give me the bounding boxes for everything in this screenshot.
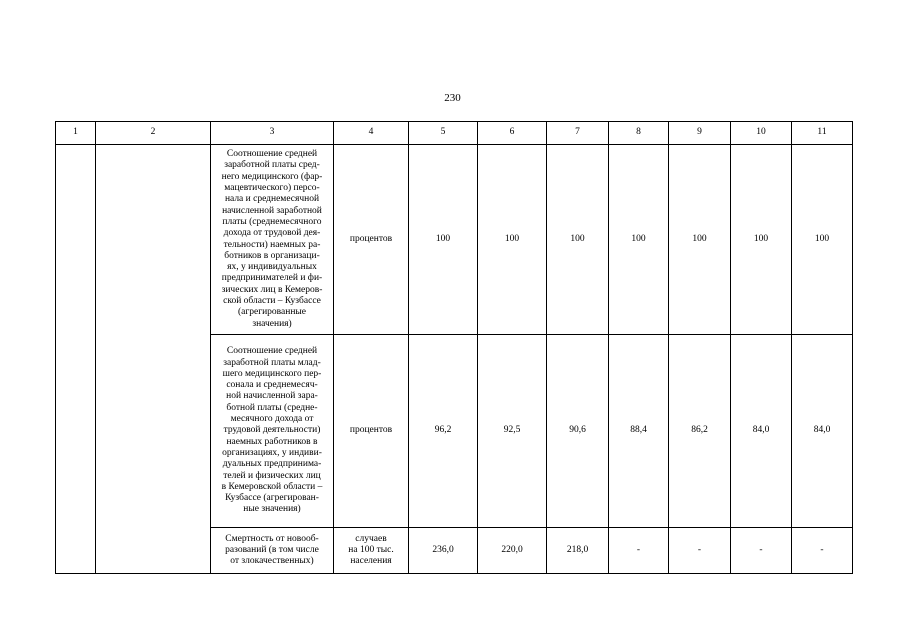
unit-line: населения — [350, 556, 392, 567]
column-number: 6 — [478, 122, 547, 145]
value-cell: 96,2 — [409, 335, 478, 528]
column-number: 11 — [792, 122, 853, 145]
value-cell: 92,5 — [478, 335, 547, 528]
value-cell: 236,0 — [409, 528, 478, 574]
value-cell: 84,0 — [731, 335, 792, 528]
value-cell: 100 — [609, 145, 669, 335]
value-cell: - — [792, 528, 853, 574]
value-cell: - — [731, 528, 792, 574]
column-number: 3 — [211, 122, 334, 145]
indicator-cell — [211, 335, 334, 528]
indicator-line: Соотношение средней — [226, 149, 318, 160]
value-cell: 218,0 — [547, 528, 609, 574]
value-cell: 100 — [547, 145, 609, 335]
value-cell: 88,4 — [609, 335, 669, 528]
unit-line: процентов — [349, 425, 393, 436]
value-cell: 86,2 — [669, 335, 731, 528]
indicator-line: нала и среднемесячной — [224, 194, 320, 205]
value-cell: 84,0 — [792, 335, 853, 528]
value-cell: 100 — [478, 145, 547, 335]
value-cell: - — [609, 528, 669, 574]
unit-line: на 100 тыс. — [348, 544, 394, 555]
value-cell: 100 — [731, 145, 792, 335]
unit-cell — [334, 528, 409, 574]
column-number: 1 — [56, 122, 96, 145]
indicator-cell — [211, 528, 334, 574]
column-number-row — [56, 122, 853, 145]
unit-cell — [334, 145, 409, 335]
indicator-line: значения) — [252, 318, 292, 329]
unit-line: случаев — [355, 533, 387, 544]
column-number: 9 — [669, 122, 731, 145]
indicator-line: заработной платы млад- — [223, 357, 321, 368]
indicator-line: заработной платы сред- — [224, 160, 320, 171]
indicator-line: тельности) наемных ра- — [223, 239, 321, 250]
indicator-line: ботников в организаци- — [224, 250, 320, 261]
indicator-cell — [211, 145, 334, 335]
indicator-line: дуальных предпринима- — [222, 459, 322, 470]
indicator-line: наемных работников в — [226, 436, 318, 447]
table-row — [56, 145, 853, 335]
indicator-line: дохода от трудовой дея- — [223, 228, 321, 239]
indicator-line: ные значения) — [243, 504, 301, 515]
indicator-line: платы (среднемесячного — [222, 216, 322, 227]
indicator-line: трудовой деятельности) — [223, 425, 321, 436]
value-cell: 90,6 — [547, 335, 609, 528]
indicator-line: шего медицинского пер- — [222, 368, 322, 379]
indicator-line: ной начисленной зара- — [226, 391, 318, 402]
indicator-line: мацевтического) персо- — [224, 183, 320, 194]
indicator-line: Кузбассе (агрегирован- — [225, 493, 319, 504]
column-number: 5 — [409, 122, 478, 145]
indicator-line: телей и физических лиц — [223, 470, 321, 481]
indicator-line: ях, у индивидуальных — [227, 262, 317, 273]
unit-line: процентов — [349, 233, 393, 244]
empty-cell-col1 — [56, 145, 96, 574]
indicator-line: ской области – Кузбассе — [223, 295, 321, 306]
indicator-line: Соотношение средней — [226, 346, 318, 357]
empty-cell-col2 — [96, 145, 211, 574]
indicator-line: предпринимателей и фи- — [221, 273, 323, 284]
unit-cell — [334, 335, 409, 528]
indicator-line: зических лиц в Кемеров- — [221, 284, 323, 295]
indicator-line: от злокачественных) — [230, 556, 314, 567]
value-cell: 100 — [409, 145, 478, 335]
page-number: 230 — [444, 92, 461, 104]
value-cell: 100 — [792, 145, 853, 335]
indicator-line: сонала и среднемесяч- — [226, 380, 318, 391]
value-cell: - — [669, 528, 731, 574]
indicator-line: в Кемеровской области – — [221, 481, 323, 492]
column-number: 7 — [547, 122, 609, 145]
column-number: 10 — [731, 122, 792, 145]
indicator-line: начисленной заработной — [222, 205, 322, 216]
value-cell: 220,0 — [478, 528, 547, 574]
indicator-line: ботной платы (средне- — [226, 402, 318, 413]
data-table — [55, 121, 853, 574]
column-number: 4 — [334, 122, 409, 145]
indicator-line: организациях, у индиви- — [222, 447, 322, 458]
indicator-line: (агрегированные — [237, 307, 307, 318]
indicator-line: Смертность от новооб- — [225, 533, 319, 544]
column-number: 8 — [609, 122, 669, 145]
indicator-line: месячного дохода от — [230, 414, 314, 425]
indicator-line: разований (в том числе — [225, 544, 319, 555]
column-number: 2 — [96, 122, 211, 145]
indicator-line: него медицинского (фар- — [221, 171, 323, 182]
value-cell: 100 — [669, 145, 731, 335]
